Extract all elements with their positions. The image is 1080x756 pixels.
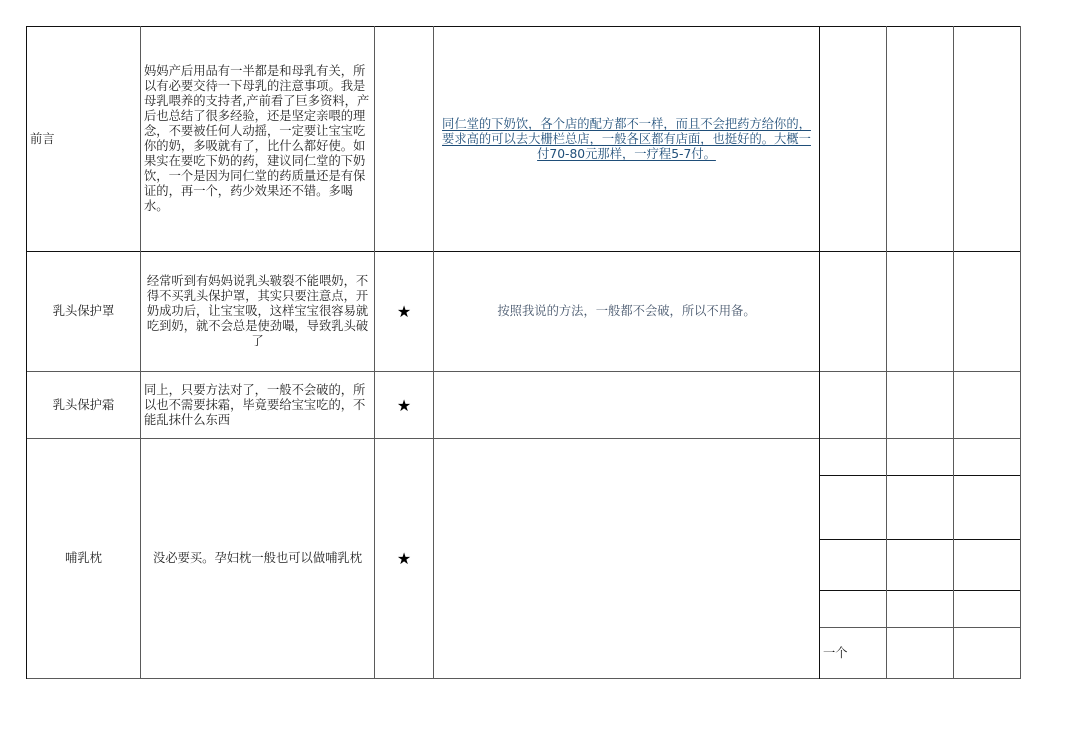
cell-item-preface[interactable] xyxy=(27,27,140,251)
gridline xyxy=(819,627,1021,628)
description-text: 同上，只要方法对了，一般不会破的，所以也不需要抹霜，毕竟要给宝宝吃的，不能乱抹什么东西 xyxy=(144,382,366,427)
item-label: 乳头保护霜 xyxy=(52,397,115,412)
cell-item-nipple-shield[interactable] xyxy=(27,252,140,371)
item-label: 哺乳枕 xyxy=(65,551,102,565)
gridline xyxy=(140,26,141,679)
cell-description-nipple-cream[interactable] xyxy=(141,372,374,438)
gridline xyxy=(433,26,434,679)
cell-note-preface[interactable] xyxy=(434,27,819,251)
gridline xyxy=(374,26,375,679)
gridline xyxy=(819,539,1021,540)
cell-note-nipple-shield[interactable] xyxy=(434,252,819,371)
gridline xyxy=(26,371,1021,372)
cell-rating-nursing-pillow[interactable] xyxy=(375,439,433,678)
description-text: 没必要买。孕妇枕一般也可以做哺乳枕 xyxy=(152,551,363,565)
gridline xyxy=(819,475,1021,476)
quantity-text: 一个 xyxy=(823,645,848,660)
cell-description-preface[interactable] xyxy=(141,27,374,251)
note-link[interactable]: 同仁堂的下奶饮，各个店的配方都不一样，而且不会把药方给你的，要求高的可以去大栅栏总店，一般各区都有店面，也挺好的。大概一付70-80元那样，一疗程5-7付。 xyxy=(442,116,811,161)
gridline xyxy=(26,26,27,679)
gridline xyxy=(26,678,1021,679)
cell-extra-quantity[interactable] xyxy=(820,628,886,678)
gridline xyxy=(1020,26,1021,679)
gridline xyxy=(819,26,820,679)
cell-rating-nipple-cream[interactable] xyxy=(375,372,433,438)
cell-note-nursing-pillow[interactable] xyxy=(434,439,819,678)
star-icon: ★ xyxy=(396,549,412,568)
star-icon: ★ xyxy=(396,302,412,321)
star-icon: ★ xyxy=(396,395,412,415)
description-text: 经常听到有妈妈说乳头皲裂不能喂奶，不得不买乳头保护罩，其实只要注意点，开奶成功后，让宝宝吸，这样宝宝很容易就吃到奶，就不会总是使劲嘬，导致乳头破了 xyxy=(146,274,369,348)
gridline xyxy=(886,26,887,679)
cell-item-nursing-pillow[interactable] xyxy=(27,439,140,678)
cell-note-nipple-cream[interactable] xyxy=(434,372,819,438)
gridline xyxy=(26,438,1021,439)
note-text: 按照我说的方法，一般都不会破，所以不用备。 xyxy=(497,304,756,318)
cell-rating-nipple-shield[interactable] xyxy=(375,252,433,371)
description-text: 妈妈产后用品有一半都是和母乳有关，所以有必要交待一下母乳的注意事项。我是母乳喂养的支持者,产前看了巨多资料，产后也总结了很多经验，还是坚定亲喂的理念，不要被任何人动摇，一定要让宝宝吃你的奶，多吸就有了，比什么都好使。如果实在要吃下奶的药，建议同仁堂的下奶饮，一个是因为同仁堂的药质量还是有保证的，再一个，药少效果还不错。多喝水。 xyxy=(144,64,370,213)
gridline xyxy=(26,251,1021,252)
cell-item-nipple-cream[interactable] xyxy=(27,372,140,438)
item-label: 前言 xyxy=(30,131,55,146)
cell-rating-preface[interactable] xyxy=(375,27,433,251)
cell-description-nipple-shield[interactable] xyxy=(141,252,374,371)
gridline xyxy=(819,590,1021,591)
cell-description-nursing-pillow[interactable] xyxy=(141,439,374,678)
gridline xyxy=(953,26,954,679)
gridline xyxy=(26,26,1021,27)
item-label: 乳头保护罩 xyxy=(52,304,115,318)
